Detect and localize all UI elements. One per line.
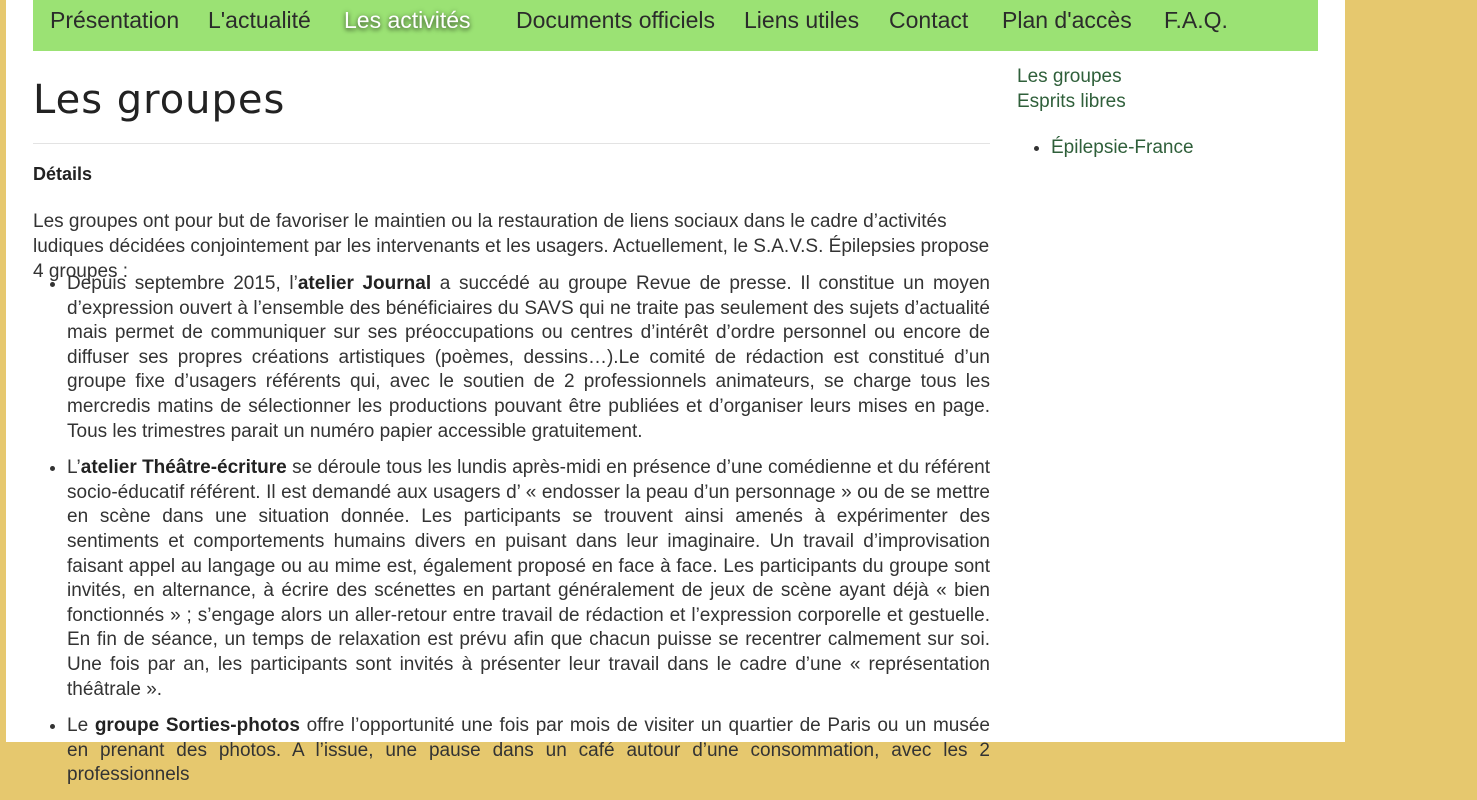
nav-item-actualite[interactable]: L'actualité: [208, 7, 311, 33]
list-item: [67, 714, 990, 788]
nav-item-faq[interactable]: F.A.Q.: [1164, 7, 1228, 33]
group-list: [33, 272, 990, 800]
nav-item-contact[interactable]: Contact: [889, 7, 969, 33]
nav-item-activites[interactable]: Les activités: [344, 7, 471, 33]
page: [6, 0, 1345, 786]
sidebar-list: [1017, 135, 1317, 160]
nav-item-presentation[interactable]: Présentation: [50, 7, 180, 33]
list-item: [67, 272, 990, 444]
group-text-pre: Le: [67, 715, 95, 737]
nav-item-documents-officiels[interactable]: Documents officiels: [516, 7, 715, 33]
group-text-pre: Depuis septembre 2015, l’: [67, 273, 298, 294]
nav-item-liens-utiles[interactable]: Liens utiles: [744, 7, 860, 33]
group-text-post: se déroule tous les lundis après-midi en présence d’une comédienne et du référent socio-éducatif référent. Il est demandé aux usagers d’ « endosser la peau d’un personnage » ou de se mettre en scène dans une situation donnée. Les participants se trouvent ainsi amenés à expérimenter des sentiments et comportements humains divers en puisant dans leur imaginaire. Un travail d’improvisation faisant appel au langage ou au mime est, également proposé en face à face. Les participants du groupe sont invités, en alternance, à écrire des scénettes en partant généralement de jeux de scène ayant déjà « bien fonctionnés » ; s’engage alors un aller-retour entre travail de rédaction et l’expression corporelle et gestuelle. En fin de séance, un temps de relaxation est prévu afin que chacun puisse se recentrer calmement sur soi. Une fois par an, les participants sont invités à présenter leur travail dans le cadre d’une « représentation théâtrale ».: [67, 457, 991, 700]
group-name: groupe Sorties-photos: [94, 715, 300, 737]
group-name: atelier Théâtre-écriture: [80, 457, 287, 479]
intro-paragraph: Les groupes ont pour but de favoriser le maintien ou la restauration de liens sociaux dans le cadre d’activités ludiques décidées conjointement par les intervenants et les usagers. Actuellement, le S.A.V.S. Épilepsies propose 4 groupes :: [33, 211, 990, 282]
group-name: atelier Journal: [297, 273, 432, 294]
sidebar-link-les-groupes[interactable]: Les groupes: [1017, 66, 1122, 87]
nav-item-plan-acces[interactable]: Plan d'accès: [1002, 7, 1132, 33]
page-title: Les groupes: [33, 77, 286, 123]
group-text-pre: L’: [67, 457, 81, 479]
list-item: [1051, 135, 1317, 160]
group-text-post: offre l’opportunité une fois par mois de visiter un quartier de Paris ou un musée en prenant des photos. A l’issue, une pause dans un café autour d’une consommation, avec les 2 professionnels: [67, 715, 990, 786]
list-item: [67, 456, 990, 702]
sidebar: [1017, 64, 1317, 160]
main-nav: [33, 0, 1318, 51]
sidebar-link-esprits-libres[interactable]: Esprits libres: [1017, 91, 1126, 112]
sidebar-link-epilepsie-france[interactable]: • Épilepsie-France: [1051, 137, 1194, 158]
group-text-post: a succédé au groupe Revue de presse. Il constitue un moyen d’expression ouvert à l’ensemble des bénéficiaires du SAVS qui ne traite pas seulement des sujets d’actualité mais permet de communiquer sur ses préoccupations ou centres d’intérêt d’ordre personnel ou encore de diffuser ses propres créations artistiques (poèmes, dessins…).Le comité de rédaction est constitué d’un groupe fixe d’usagers référents qui, avec le soutien de 2 professionnels animateurs, se charge tous les mercredis matins de sélectionner les productions pouvant être publiées et d’organiser leurs mises en page. Tous les trimestres parait un numéro papier accessible gratuitement.: [67, 273, 990, 442]
details-heading: Détails: [33, 164, 93, 184]
title-divider: [33, 143, 990, 144]
